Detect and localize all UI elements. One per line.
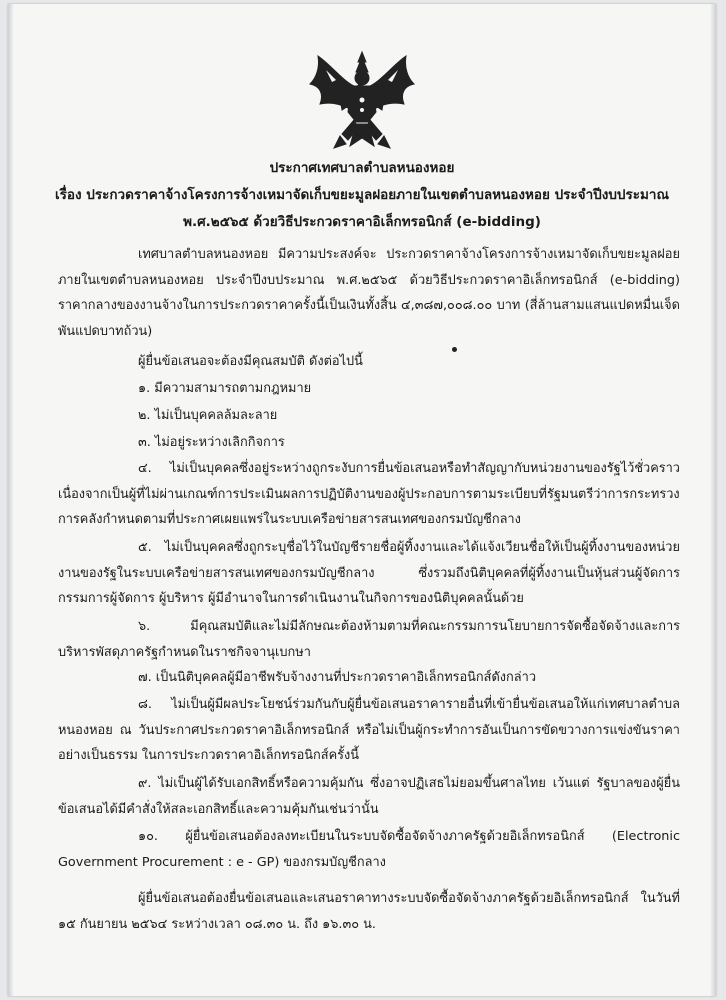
garuda-emblem-icon [306,50,418,154]
qualification-item-4: ๔. ไม่เป็นบุคคลซึ่งอยู่ระหว่างถูกระงับการยื่นข้อเสนอหรือทำสัญญากับหน่วยงานของรัฐไว้ชั่วคราว เนื่องจากเป็นผู้ที่ไม่ผ่านเกณฑ์การประเมินผลการปฏิบัติงานของผู้ประกอบการตามระเบียบที่รัฐมนตรีว่าการกระทรวงการคลังกำหนดตามที่ประกาศเผยแพร่ในระบบเครือข่ายสารสนเทศของกรมบัญชีกลาง [58,461,680,528]
qualification-item-3: ๓. ไม่อยู่ระหว่างเลิกกิจการ [138,435,285,450]
qualification-item-8: ๘. ไม่เป็นผู้มีผลประโยชน์ร่วมกันกับผู้ยื่นข้อเสนอราคารายอื่นที่เข้ายื่นข้อเสนอให้แก่เทศบาลตำบลหนองหอย ณ วันประกาศประกวดราคาอิเล็กทรอนิกส์ หรือไม่เป็นผู้กระทำการอันเป็นการขัดขวางการแข่งขันราคาอย่างเป็นธรรม ในการประกวดราคาอิเล็กทรอนิกส์ครั้งนี้ [58,697,680,764]
qualification-item-10: ๑๐. ผู้ยื่นข้อเสนอต้องลงทะเบียนในระบบจัดซื้อจัดจ้างภาครัฐด้วยอิเล็กทรอนิกส์ (Electronic Government Procurement : e - GP) ของกรมบัญชีกลาง [58,829,680,870]
subject-line-2: พ.ศ.๒๕๖๕ ด้วยวิธีประกวดราคาอิเล็กทรอนิกส์ (e-bidding) [183,214,541,230]
document-page [8,4,716,996]
ink-speck [452,347,457,352]
qualification-item-7: ๗. เป็นนิติบุคคลผู้มีอาชีพรับจ้างงานที่ประกวดราคาอิเล็กทรอนิกส์ดังกล่าว [138,670,537,685]
qualification-item-1: ๑. มีความสามารถตามกฎหมาย [138,381,312,396]
qualifications-heading: ผู้ยื่นข้อเสนอจะต้องมีคุณสมบัติ ดังต่อไปนี้ [138,354,363,369]
intro-paragraph: เทศบาลตำบลหนองหอย มีความประสงค์จะ ประกวดราคาจ้างโครงการจ้างเหมาจัดเก็บขยะมูลฝอยภายในเขตตำบลหนองหอย ประจำปีงบประมาณ พ.ศ.๒๕๖๕ ด้วยวิธีประกวดราคาอิเล็กทรอนิกส์ (e-bidding) ราคากลางของงานจ้างในการประกวดราคาครั้งนี้เป็นเงินทั้งสิ้น ๔,๓๘๗,๐๐๘.๐๐ บาท (สี่ล้านสามแสนแปดหมื่นเจ็ดพันแปดบาทถ้วน) [58,247,680,339]
closing-paragraph: ผู้ยื่นข้อเสนอต้องยื่นข้อเสนอและเสนอราคาทางระบบจัดซื้อจัดจ้างภาครัฐด้วยอิเล็กทรอนิกส์ ในวันที่ ๑๕ กันยายน ๒๕๖๔ ระหว่างเวลา ๐๘.๓๐ น. ถึง ๑๖.๓๐ น. [58,891,680,932]
qualification-item-9: ๙. ไม่เป็นผู้ได้รับเอกสิทธิ์หรือความคุ้มกัน ซึ่งอาจปฏิเสธไม่ยอมขึ้นศาลไทย เว้นแต่ รัฐบาลของผู้ยื่นข้อเสนอได้มีคำสั่งให้สละเอกสิทธิ์และความคุ้มกันเช่นว่านั้น [58,776,680,817]
document-title: ประกาศเทศบาลตำบลหนองหอย [269,160,455,176]
qualification-item-6: ๖. มีคุณสมบัติและไม่มีลักษณะต้องห้ามตามที่คณะกรรมการนโยบายการจัดซื้อจัดจ้างและการบริหารพัสดุภาครัฐกำหนดในราชกิจจานุเบกษา [58,619,680,660]
scan-edge-left [8,4,14,996]
qualification-item-5: ๕. ไม่เป็นบุคคลซึ่งถูกระบุชื่อไว้ในบัญชีรายชื่อผู้ทิ้งงานและได้แจ้งเวียนชื่อให้เป็นผู้ทิ้งงานของหน่วยงานของรัฐในระบบเครือข่ายสารสนเทศของกรมบัญชีกลาง ซึ่งรวมถึงนิติบุคคลที่ผู้ทิ้งงานเป็นหุ้นส่วนผู้จัดการ กรรมการผู้จัดการ ผู้บริหาร ผู้มีอำนาจในการดำเนินงานในกิจการของนิติบุคคลนั้นด้วย [58,540,680,607]
scan-edge-right [710,4,716,996]
qualification-item-2: ๒. ไม่เป็นบุคคลล้มละลาย [138,408,278,423]
subject-line-1: เรื่อง ประกวดราคาจ้างโครงการจ้างเหมาจัดเก็บขยะมูลฝอยภายในเขตตำบลหนองหอย ประจำปีงบประมาณ [55,187,669,203]
